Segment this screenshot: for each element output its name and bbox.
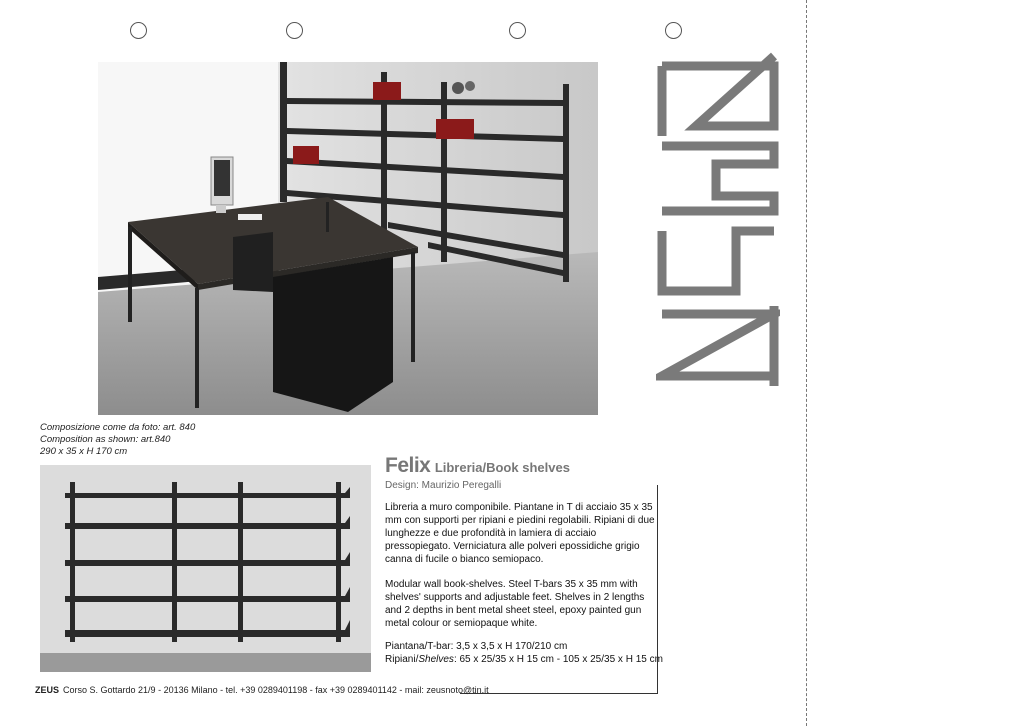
caption-line: Composition as shown: art.840 — [40, 434, 171, 445]
product-info — [385, 452, 663, 666]
dimension-tbar: Piantana/T-bar: 3,5 x 3,5 x H 170/210 cm — [385, 641, 568, 652]
frame-line — [657, 485, 658, 694]
main-product-photo — [98, 62, 598, 415]
caption-line: Composizione come da foto: art. 840 — [40, 422, 196, 433]
product-title — [385, 452, 657, 482]
zeus-logo — [656, 46, 780, 389]
product-type: Libreria/Book shelves — [434, 460, 570, 475]
caption-line: 290 x 35 x H 170 cm — [40, 446, 128, 457]
footer — [35, 685, 489, 695]
description-italian: Libreria a muro componibile. Piantane in T di acciaio 35 x 35 mm con supporti per ripiani e piedini regolabili. Ripiani di due lunghezze e due profondità in lamiera di acciaio pressopiegato. Verniciatura alle polveri epossidiche grigio canna di fucile o bianco semiopaco. — [385, 502, 655, 565]
punch-hole — [286, 22, 303, 39]
punch-hole — [509, 22, 526, 39]
footer-address: Corso S. Gottardo 21/9 - 20136 Milano - tel. +39 0289401198 - fax +39 0289401142 - mail: zeusnoto@tin.it — [63, 685, 489, 695]
shelves-photo — [40, 465, 371, 672]
dimension-shelves: Ripiani/Shelves: 65 x 25/35 x H 15 cm - 105 x 25/35 x H 15 cm — [385, 654, 663, 665]
product-name: Felix — [385, 454, 431, 477]
punch-hole — [665, 22, 682, 39]
dimensions — [385, 640, 663, 666]
product-designer: Design: Maurizio Peregalli — [385, 480, 502, 491]
cut-line — [806, 0, 807, 726]
punch-hole — [130, 22, 147, 39]
description-english: Modular wall book-shelves. Steel T-bars 35 x 35 mm with shelves' supports and adjustable feet. Shelves in 2 lengths and 2 depths in bent metal sheet steel, epoxy painted gun metal colour or semiopaque white. — [385, 579, 645, 629]
photo-caption — [40, 422, 195, 458]
frame-line — [460, 693, 658, 694]
footer-brand: ZEUS — [35, 685, 60, 695]
